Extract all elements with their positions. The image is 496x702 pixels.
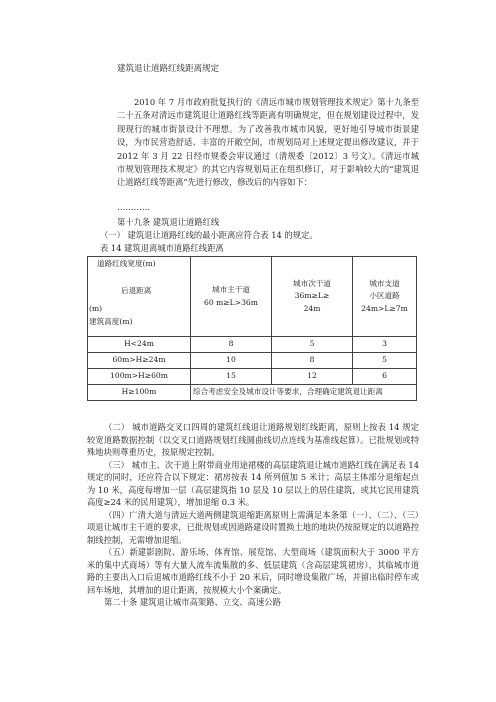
setback-table bbox=[87, 256, 417, 401]
col-header-main-road: 城市主干道 60 m≥L>36m bbox=[191, 257, 272, 337]
table-cell: 10 bbox=[191, 353, 272, 369]
body-paragraphs bbox=[87, 421, 419, 609]
table-row bbox=[88, 337, 417, 353]
col-header-branch-road: 城市支道 小区道路 24m>L≥7m bbox=[353, 257, 417, 337]
header-setback: 后退距离 bbox=[121, 286, 152, 296]
row-height-label: 100m>H≥60m bbox=[88, 369, 191, 385]
col-header-secondary-road: 城市次干道 36m≥L≥ 24m bbox=[272, 257, 353, 337]
header-building-height: 建筑高度(m) bbox=[89, 316, 133, 326]
intro-paragraph bbox=[117, 96, 419, 190]
table-cell: 12 bbox=[272, 369, 353, 385]
table-header-row bbox=[88, 257, 417, 337]
table-row bbox=[88, 385, 417, 401]
article-19-heading: 第十九条 建筑退让道路红线 bbox=[117, 217, 220, 227]
table-cell: 3 bbox=[353, 337, 417, 353]
item-1-text: （一） 建筑退让道路红线的最小距离应符合表 14 的规定。 bbox=[100, 230, 318, 240]
article-20-heading: 第二十条 建筑退让城市高架路、立交、高速公路 bbox=[104, 597, 281, 607]
document-title: 建筑退让道路红线距离规定 bbox=[117, 64, 220, 74]
table-row bbox=[88, 353, 417, 369]
clause-5: （五）新建影剧院、游乐场、体育馆、展览馆、大型商场（建筑面积大于 3000 平方米的集中式商场）等有大量人流车流集散的多、低层建筑（含高层建筑裙房），其临城市道路的主要出入口后退城市道路红线不小于 20 米后，同时增设集散广场，并留出临时停车或回车场地，其增加的退让距离，按规模大小个案确定。 bbox=[87, 547, 419, 595]
clause-4: （四）广清大道与清远大道两侧建筑退缩距离原则上需满足本条第（一）、（二）、（三）项退让城市主干道的要求，已批规划或因道路建设时置换土地的地块仍按原规定的以道路控制线控制，无需增加退缩。 bbox=[87, 509, 419, 545]
table-caption: 表 14 建筑退离城市道路红线距离 bbox=[100, 243, 224, 253]
row-height-label: H≥100m bbox=[88, 385, 191, 401]
ellipsis: ………… bbox=[117, 202, 151, 212]
header-unit: (m) bbox=[89, 304, 103, 314]
row-height-label: H<24m bbox=[88, 337, 191, 353]
row-height-label: 60m>H≥24m bbox=[88, 353, 191, 369]
table-cell: 15 bbox=[191, 369, 272, 385]
table-cell: 6 bbox=[353, 369, 417, 385]
header-road-width: 道路红线宽度(m) bbox=[97, 259, 156, 268]
table-merged-cell: 综合考虑安全及城市设计等要求，合理确定建筑退让距离 bbox=[191, 385, 417, 401]
clause-2: （二） 城市道路交叉口四周的建筑红线退让道路规划红线距离，原则上按表 14 规定较宽道路数据控制（以交叉口道路规划红线圆曲线切点连线为基准线起算）。已批规划或特殊地块则尊重历史，按原规定控制。 bbox=[87, 422, 419, 457]
table-row bbox=[88, 369, 417, 385]
header-corner-cell bbox=[88, 257, 191, 337]
table-cell: 8 bbox=[191, 337, 272, 353]
table-cell: 8 bbox=[272, 353, 353, 369]
clause-3: （三） 城市主、次干道上附带商业用途裙楼的高层建筑退让城市道路红线在满足表 14 规定的同时，还应符合以下规定：裙房按表 14 所列值加 5 米计；高层主体部分退缩起点为 10 米，高度每增加一层（高层建筑指 10 层及 10 层以上的居住建筑，或其它民用建筑高度≥24 米的民用建筑），增加退缩 0.3 米。 bbox=[87, 459, 419, 507]
intro-text: 2010 年 7 月市政府批复执行的《清远市城市规划管理技术规定》第十九条至二十五条对清远市建筑退让道路红线等距离有明确规定，但在规划建设过程中，发现现行的城市街景设计不理想。为了改善我市城市风貌，更好地引导城市街景建设，为市民营造舒适、丰富的开敞空间，市规划局对上述规定提出修改建议，并于 2012 年 3 月 22 日经市规委会审议通过（清规委〔2012〕3 号文）。《清远市城市规划管理技术规定》的其它内容规划局正在组织修订，对于影响较大的“建筑退让道路红线等距离”先进行修改，修改后的内容如下： bbox=[117, 97, 419, 188]
table-cell: 5 bbox=[272, 337, 353, 353]
table-cell: 5 bbox=[353, 353, 417, 369]
